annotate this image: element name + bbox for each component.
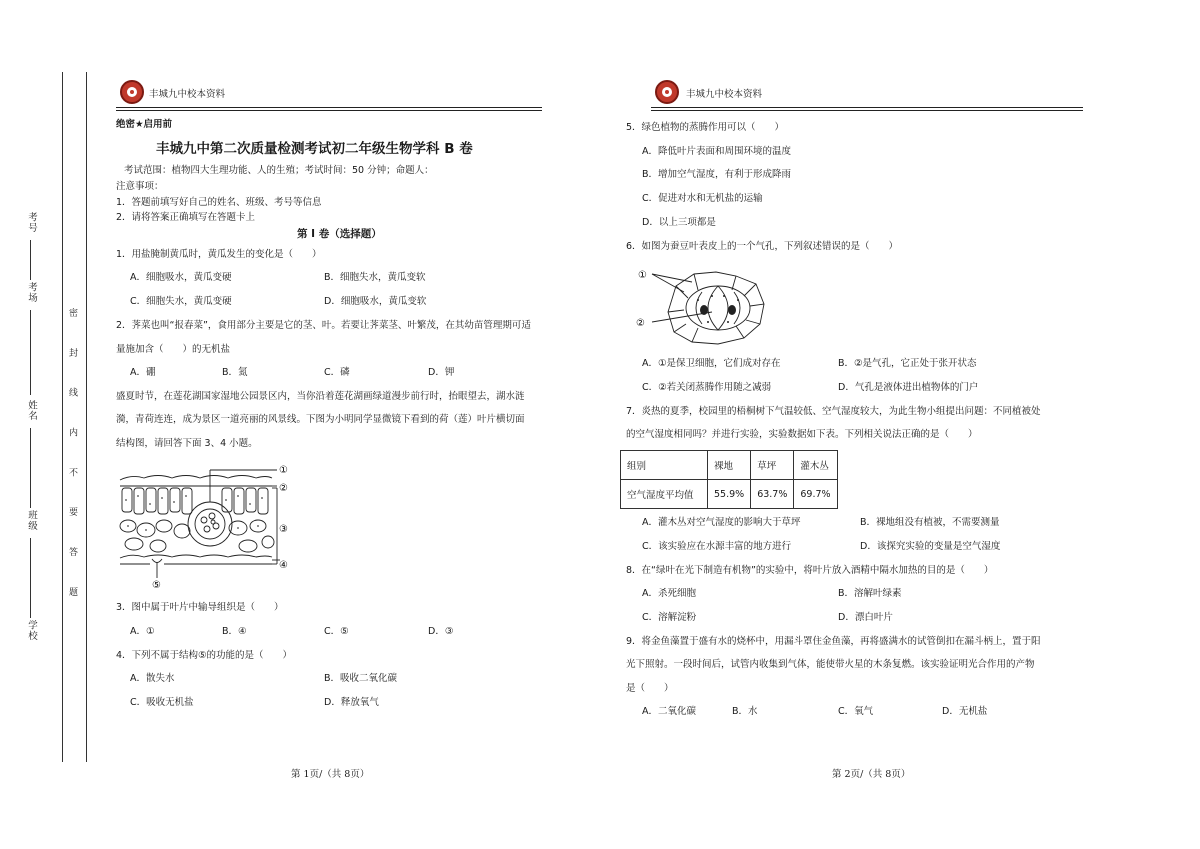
option-d[interactable]: D．该探究实验的变量是空气湿度 <box>860 541 1001 552</box>
option-b[interactable]: B．溶解叶绿素 <box>838 588 902 599</box>
option-a[interactable]: A．降低叶片表面和周围环境的温度 <box>642 146 791 157</box>
table-cell: 63.7% <box>751 480 794 509</box>
option-c[interactable]: C．②若关闭蒸腾作用随之减弱 <box>642 382 772 393</box>
option-b[interactable]: B．②是气孔，它正处于张开状态 <box>838 358 977 369</box>
field-label-school: 学校 <box>26 620 37 641</box>
option-b[interactable]: B．细胞失水，黄瓜变软 <box>324 272 426 283</box>
option-a[interactable]: A．硼 <box>130 367 156 378</box>
seal-line-text: 密 封 线 内 不 要 答 题 <box>67 308 77 611</box>
table-cell: 55.9% <box>708 480 751 509</box>
passage-line: 结构图，请回答下面 3、4 小题。 <box>116 438 258 449</box>
option-a[interactable]: A．① <box>130 626 155 637</box>
option-d[interactable]: D．钾 <box>428 367 455 378</box>
option-c[interactable]: C．该实验应在水源丰富的地方进行 <box>642 541 792 552</box>
option-b[interactable]: B．④ <box>222 626 247 637</box>
school-header-left: 丰城九中校本资料 <box>149 89 226 100</box>
passage-line: 漪，青荷连连，成为景区一道亮丽的风景线。下图为小明同学显微镜下看到的荷（莲）叶片横切面 <box>116 414 525 425</box>
option-a[interactable]: A．杀死细胞 <box>642 588 696 599</box>
table-header-row <box>621 451 838 480</box>
question-stem: 8．在“绿叶在光下制造有机物”的实验中，将叶片放入酒精中隔水加热的目的是（ ） <box>626 565 994 576</box>
binding-line-inner <box>86 72 87 762</box>
page-footer-right: 第 2页/（共 8页） <box>832 769 911 780</box>
header-rule-right <box>651 107 1083 108</box>
exam-title: 丰城九中第二次质量检测考试初二年级生物学科 B 卷 <box>156 141 473 157</box>
option-c[interactable]: C．⑤ <box>324 626 349 637</box>
option-b[interactable]: B．吸收二氧化碳 <box>324 673 398 684</box>
exam-scope: 考试范围：植物四大生理功能、人的生殖；考试时间：50 分钟；命题人： <box>124 165 434 176</box>
question-stem: 2．荠菜也叫“报春菜”，食用部分主要是它的茎、叶。若要让荠菜茎、叶繁茂，在其幼苗管理期可适 <box>116 320 531 331</box>
option-a[interactable]: A．散失水 <box>130 673 175 684</box>
field-line-exam-room[interactable] <box>30 310 31 395</box>
question-stem: 6．如图为蚕豆叶表皮上的一个气孔，下列叙述错误的是（ ） <box>626 241 899 252</box>
section-heading: 第 I 卷（选择题） <box>297 228 382 240</box>
option-a[interactable]: A．细胞吸水，黄瓜变硬 <box>130 272 232 283</box>
option-b[interactable]: B．裸地组没有植被，不需要测量 <box>860 517 1000 528</box>
question-stem-cont: 量施加含（ ）的无机盐 <box>116 344 231 355</box>
notice-heading: 注意事项： <box>116 181 164 192</box>
question-stem: 1．用盐腌制黄瓜时，黄瓜发生的变化是（ ） <box>116 249 322 260</box>
option-c[interactable]: C．氧气 <box>838 706 874 717</box>
question-stem: 9．将金鱼藻置于盛有水的烧杯中，用漏斗罩住金鱼藻，再将盛满水的试管倒扣在漏斗柄上，置于阳 <box>626 636 1041 647</box>
option-d[interactable]: D．漂白叶片 <box>838 612 893 623</box>
page-footer-left: 第 1页/（共 8页） <box>291 769 370 780</box>
field-label-exam-room: 考场 <box>26 282 37 303</box>
header-rule-left <box>116 107 542 108</box>
school-logo-right <box>655 80 679 104</box>
leaf-cross-section-figure <box>112 456 302 592</box>
table-header-cell: 组别 <box>621 451 708 480</box>
table-cell: 空气湿度平均值 <box>621 480 708 509</box>
table-cell: 69.7% <box>794 480 837 509</box>
table-row <box>621 480 838 509</box>
table-header-cell: 草坪 <box>751 451 794 480</box>
school-header-right: 丰城九中校本资料 <box>686 89 763 100</box>
field-label-exam-number: 考号 <box>26 212 37 233</box>
option-d[interactable]: D．细胞吸水，黄瓜变软 <box>324 296 427 307</box>
field-label-class: 班级 <box>26 510 37 531</box>
humidity-table <box>620 450 838 509</box>
question-stem-cont: 是（ ） <box>626 683 674 694</box>
binding-line-outer <box>62 72 63 762</box>
question-stem: 5．绿色植物的蒸腾作用可以（ ） <box>626 122 785 133</box>
option-a[interactable]: A．①是保卫细胞，它们成对存在 <box>642 358 781 369</box>
notice-item: 1．答题前填写好自己的姓名、班级、考号等信息 <box>116 197 322 208</box>
option-d[interactable]: D．气孔是液体进出植物体的门户 <box>838 382 979 393</box>
option-b[interactable]: B．水 <box>732 706 758 717</box>
question-stem: 7．炎热的夏季，校园里的梧桐树下气温较低、空气湿度较大，为此生物小组提出问题：不同植被处 <box>626 406 1041 417</box>
question-stem-cont: 光下照射。一段时间后，试管内收集到气体，能使带火星的木条复燃。该实验证明光合作用的产物 <box>626 659 1035 670</box>
option-a[interactable]: A．灌木丛对空气湿度的影响大于草坪 <box>642 517 801 528</box>
option-a[interactable]: A．二氧化碳 <box>642 706 696 717</box>
figure-label-1: ① <box>279 465 288 476</box>
figure-label-4: ④ <box>279 560 288 571</box>
option-d[interactable]: D．无机盐 <box>942 706 988 717</box>
option-c[interactable]: C．吸收无机盐 <box>130 697 194 708</box>
header-rule-left-2 <box>116 110 542 111</box>
field-label-name: 姓名 <box>26 400 37 421</box>
option-c[interactable]: C．磷 <box>324 367 350 378</box>
table-header-cell: 灌木丛 <box>794 451 837 480</box>
notice-item: 2．请将答案正确填写在答题卡上 <box>116 212 256 223</box>
option-c[interactable]: C．溶解淀粉 <box>642 612 697 623</box>
table-header-cell: 裸地 <box>708 451 751 480</box>
question-stem: 4．下列不属于结构⑤的功能的是（ ） <box>116 650 293 661</box>
field-line-class[interactable] <box>30 538 31 618</box>
field-line-exam-number[interactable] <box>30 240 31 280</box>
option-c[interactable]: C．促进对水和无机盐的运输 <box>642 193 763 204</box>
option-b[interactable]: B．增加空气湿度，有利于形成降雨 <box>642 169 792 180</box>
secret-label: 绝密★启用前 <box>116 119 173 130</box>
option-b[interactable]: B．氮 <box>222 367 248 378</box>
header-rule-right-2 <box>651 110 1083 111</box>
stomata-label-2: ② <box>636 318 645 329</box>
question-stem: 3．图中属于叶片中输导组织是（ ） <box>116 602 284 613</box>
passage-line: 盛夏时节，在莲花湖国家湿地公园景区内，当你沿着莲花湖画绿道漫步前行时，抬眼望去，湖水涟 <box>116 391 525 402</box>
stomata-label-1: ① <box>638 270 647 281</box>
figure-label-5: ⑤ <box>152 580 161 591</box>
option-d[interactable]: D．以上三项都是 <box>642 217 716 228</box>
option-c[interactable]: C．细胞失水，黄瓜变硬 <box>130 296 232 307</box>
stomata-figure <box>632 262 782 350</box>
figure-label-3: ③ <box>279 524 288 535</box>
field-line-name[interactable] <box>30 428 31 508</box>
figure-label-2: ② <box>279 483 288 494</box>
school-logo-left <box>120 80 144 104</box>
question-stem-cont: 的空气湿度相同吗？并进行实验，实验数据如下表。下列相关说法正确的是（ ） <box>626 429 978 440</box>
option-d[interactable]: D．③ <box>428 626 454 637</box>
option-d[interactable]: D．释放氧气 <box>324 697 379 708</box>
